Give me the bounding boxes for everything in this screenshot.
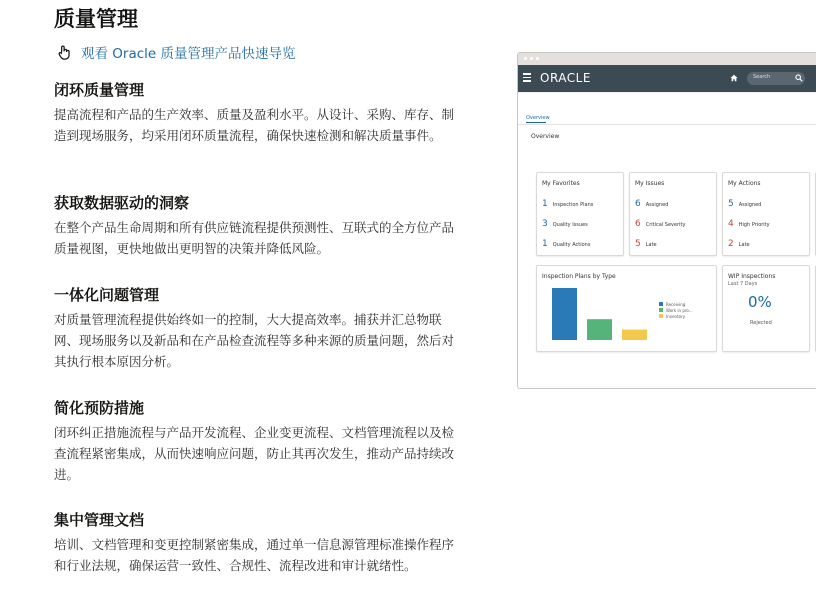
legend-label: Receiving [666, 301, 686, 307]
section-data-insights [54, 192, 464, 259]
chart-bar-1 [552, 288, 577, 340]
tab-overview: Overview [526, 115, 550, 121]
window-dot-icon [530, 57, 533, 60]
section-preventive-actions [54, 397, 464, 485]
favorites-row [542, 219, 588, 229]
section-body: 培训、文档管理和变更控制紧密集成，通过单一信息源管理标准操作程序和行业法规，确保运营一致性、合规性、流程改进和审计就绪性。 [54, 537, 455, 573]
issues-row [635, 239, 657, 249]
product-tour-link[interactable] [56, 42, 296, 62]
legend-swatch [659, 302, 663, 306]
favorites-row [542, 199, 593, 209]
legend-swatch [659, 308, 663, 312]
count-label: Inspection Plans [552, 202, 594, 208]
rejected-label: Rejected [750, 320, 772, 326]
section-issue-management [54, 284, 464, 372]
chart-bar-2 [587, 319, 612, 340]
section-closed-loop [54, 79, 464, 146]
card-title: My Favorites [542, 180, 580, 187]
page-title: 质量管理 [54, 7, 138, 31]
section-heading: 一体化问题管理 [54, 286, 160, 304]
tab-divider [518, 124, 816, 125]
count-label: Quality Actions [552, 242, 591, 248]
section-body: 在整个产品生命周期和所有供应链流程提供预测性、互联式的全方位产品质量视图，更快地做出更明智的决策并降低风险。 [54, 220, 455, 256]
search-icon [795, 74, 803, 82]
overview-panel [518, 93, 816, 388]
count-value: 2 [728, 239, 734, 249]
actions-row [728, 219, 770, 229]
chart-legend [659, 301, 693, 319]
count-value: 4 [728, 219, 734, 229]
product-screenshot [517, 52, 816, 389]
legend-label: Work in pro... [666, 307, 693, 313]
count-value: 5 [728, 199, 734, 209]
favorites-card [536, 172, 624, 256]
tab-underline [526, 122, 546, 123]
section-heading: 集中管理文档 [54, 511, 145, 529]
section-heading: 获取数据驱动的洞察 [54, 194, 190, 212]
rejected-percentage: 0% [748, 293, 772, 311]
count-label: Critical Severity [645, 222, 686, 228]
oracle-logo: ORACLE [540, 71, 591, 85]
window-dot-icon [524, 57, 527, 60]
hamburger-menu-icon [523, 73, 531, 81]
legend-label: Inventory [666, 313, 686, 319]
actions-row [728, 199, 761, 209]
count-label: Assigned [738, 202, 762, 208]
home-icon [730, 74, 738, 82]
inspection-plans-chart-card [536, 265, 717, 352]
actions-row [728, 239, 750, 249]
legend-swatch [659, 314, 663, 318]
section-body: 提高流程和产品的生产效率、质量及盈利水平。从设计、采购、库存、制造到现场服务，均采用闭环质量流程，确保快速检测和解决质量事件。 [54, 107, 455, 143]
count-label: High Priority [738, 222, 770, 228]
overview-heading: Overview [531, 133, 560, 140]
search-placeholder: Search [753, 74, 771, 80]
issues-card [629, 172, 717, 256]
actions-card [722, 172, 810, 256]
issues-row [635, 219, 685, 229]
card-title: My Issues [635, 180, 665, 187]
card-title: Inspection Plans by Type [542, 273, 616, 280]
section-heading: 闭环质量管理 [54, 81, 145, 99]
card-title: My Actions [728, 180, 761, 187]
issues-row [635, 199, 668, 209]
section-body: 闭环纠正措施流程与产品开发流程、企业变更流程、文档管理流程以及检查流程紧密集成，从而快速响应问题，防止其再次发生，推动产品持续改进。 [54, 425, 455, 482]
count-value: 6 [635, 219, 641, 229]
card-subtitle: Last 7 Days [728, 281, 758, 287]
chart-bar-3 [622, 330, 647, 340]
window-titlebar [518, 53, 816, 65]
legend-item [659, 313, 693, 319]
count-label: Late [738, 242, 750, 248]
section-body: 对质量管理流程提供始终如一的控制，大大提高效率。捕获并汇总物联网、现场服务以及新品和在产品检查流程等多种来源的质量问题，然后对其执行根本原因分析。 [54, 312, 455, 369]
count-value: 1 [542, 239, 548, 249]
section-document-management [54, 509, 464, 576]
count-label: Late [645, 242, 657, 248]
count-value: 1 [542, 199, 548, 209]
tour-link-label: 观看 Oracle 质量管理产品快速导览 [81, 46, 296, 62]
inspection-plans-chart [542, 276, 652, 346]
wip-inspections-card [722, 265, 810, 352]
favorites-row [542, 239, 590, 249]
card-title: WIP Inspections [728, 273, 776, 280]
section-heading: 简化预防措施 [54, 399, 145, 417]
count-label: Quality Issues [552, 222, 588, 228]
count-value: 3 [542, 219, 548, 229]
window-dot-icon [536, 57, 539, 60]
count-value: 6 [635, 199, 641, 209]
count-value: 5 [635, 239, 641, 249]
app-navbar [518, 65, 816, 92]
count-label: Assigned [645, 202, 669, 208]
tour-pointer-icon [56, 44, 73, 61]
